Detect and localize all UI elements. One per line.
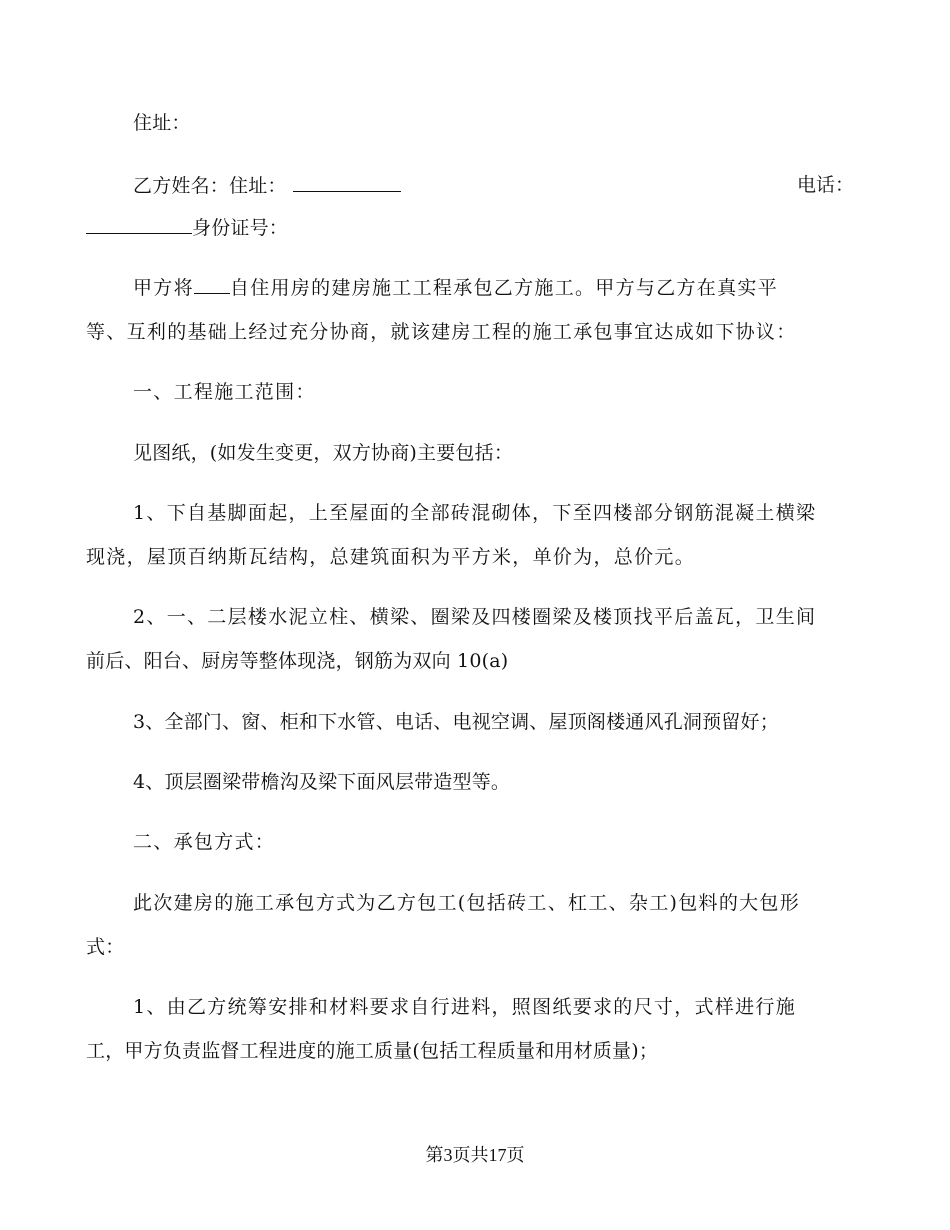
mode-line-2: 式： <box>86 936 125 958</box>
intro-prefix: 甲方将 <box>133 277 194 299</box>
item-1-line-2: 现浇，屋顶百纳斯瓦结构，总建筑面积为平方米，单价为，总价元。 <box>86 546 696 568</box>
scope-intro: 见图纸，(如发生变更，双方协商)主要包括： <box>133 442 514 464</box>
item-3: 3、全部门、窗、柜和下水管、电话、电视空调、屋顶阁楼通风孔洞预留好； <box>133 711 779 733</box>
phone-blank <box>86 215 192 234</box>
mode-item-1-line-1: 1、由乙方统筹安排和材料要求自行进料，照图纸要求的尺寸，式样进行施 <box>133 996 796 1018</box>
party-b-name-address-label: 乙方姓名：住址： <box>133 175 287 197</box>
party-b-address-blank <box>293 173 401 192</box>
item-4: 4、顶层圈梁带檐沟及梁下面风层带造型等。 <box>133 771 511 793</box>
item-2-line-2: 前后、阳台、厨房等整体现浇，钢筋为双向 10(a) <box>86 650 509 672</box>
party-b-id <box>86 215 288 240</box>
mode-item-1-line-2: 工，甲方负责监督工程进度的施工质量(包括工程质量和用材质量)； <box>86 1040 659 1062</box>
item-1-line-1: 1、下自基脚面起，上至屋面的全部砖混砌体，下至四楼部分钢筋混凝土横梁 <box>133 502 817 524</box>
intro-paragraph-line-1 <box>133 275 778 300</box>
section-2-title: 二、承包方式： <box>133 831 276 853</box>
id-number-label: 身份证号： <box>192 217 289 239</box>
intro-suffix: 自住用房的建房施工工程承包乙方施工。甲方与乙方在真实平 <box>229 277 779 299</box>
party-b-info <box>133 173 401 198</box>
phone-label: 电话： <box>797 174 855 196</box>
party-a-address <box>133 111 191 135</box>
owner-name-blank <box>194 275 230 294</box>
page-number: 第3页共17页 <box>425 1145 525 1165</box>
section-1-title: 一、工程施工范围： <box>133 381 316 403</box>
item-2-line-1: 2、一、二层楼水泥立柱、横梁、圈梁及四楼圈梁及楼顶找平后盖瓦，卫生间 <box>133 606 817 628</box>
intro-paragraph-line-2: 等、互利的基础上经过充分协商，就该建房工程的施工承包事宜达成如下协议： <box>86 321 797 343</box>
mode-line-1: 此次建房的施工承包方式为乙方包工(包括砖工、杠工、杂工)包料的大包形 <box>133 892 801 914</box>
party-a-address-label: 住址： <box>133 112 191 134</box>
